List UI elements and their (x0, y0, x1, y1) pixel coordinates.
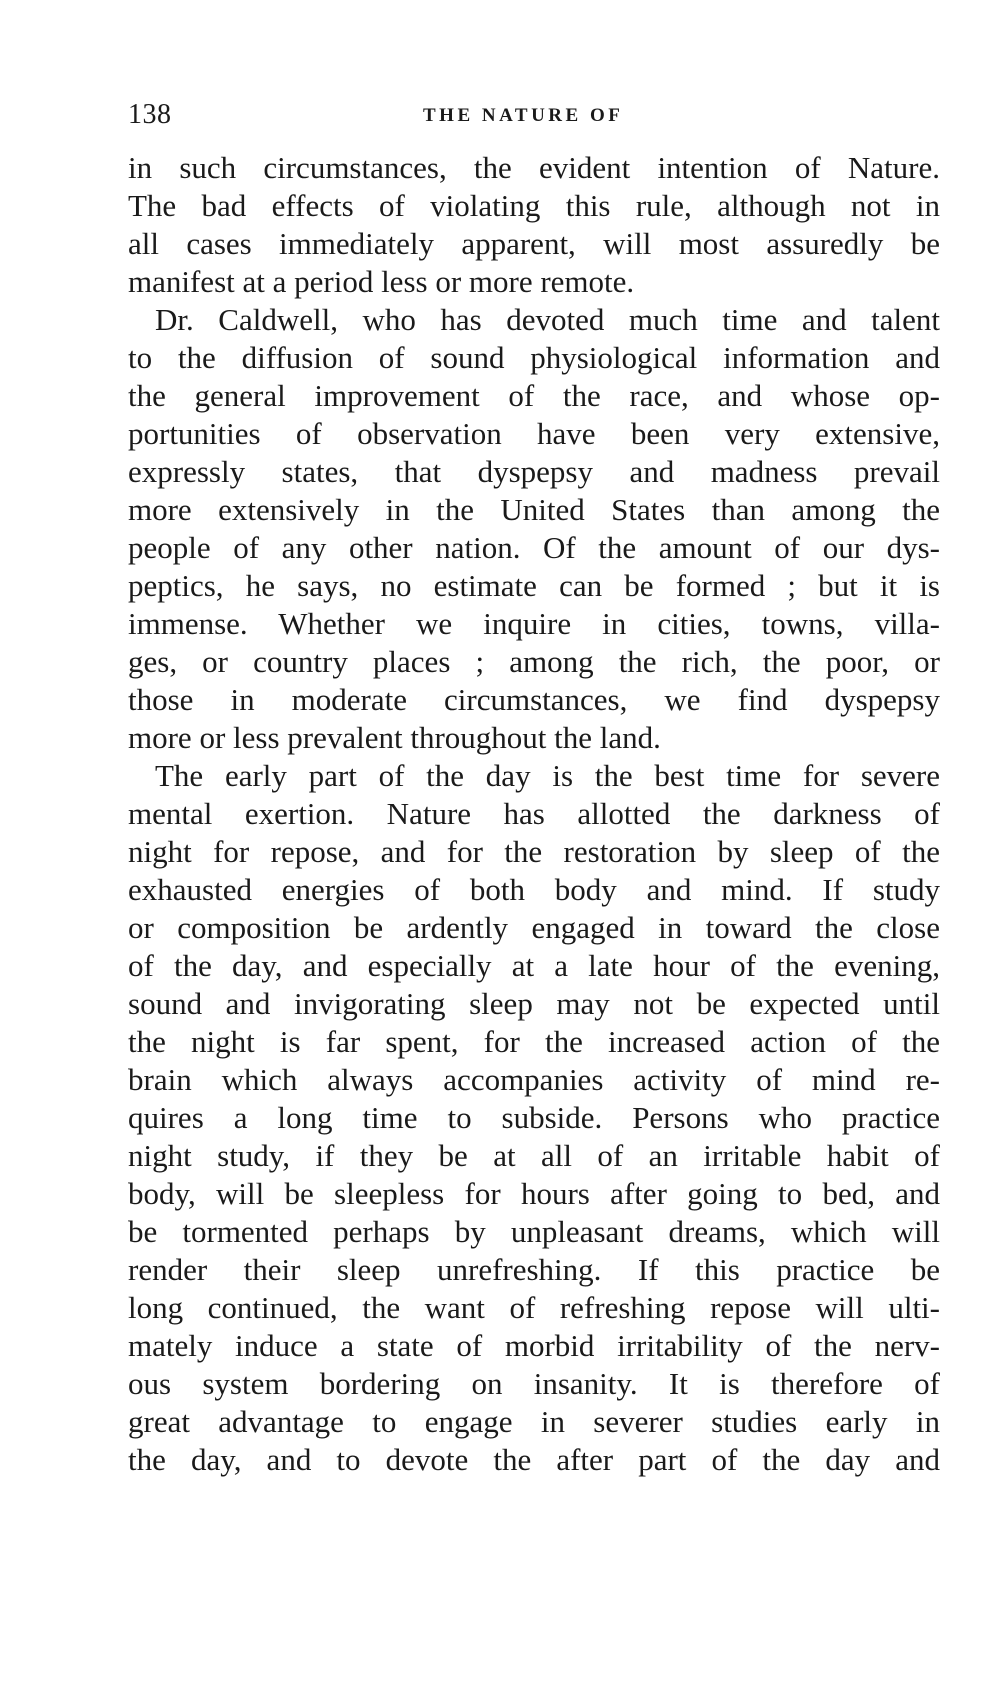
text-line: of the day, and especially at a late hour of the evening, (128, 948, 940, 983)
text-line: great advantage to engage in severer studies early in (128, 1404, 940, 1439)
text-line: exhausted energies of both body and mind. If study (128, 872, 940, 907)
text-line: expressly states, that dyspepsy and madness prevail (128, 454, 940, 489)
text-line: mental exertion. Nature has allotted the darkness of (128, 796, 940, 831)
text-line: those in moderate circumstances, we find dyspepsy (128, 682, 940, 717)
text-line: manifest at a period less or more remote. (128, 264, 635, 299)
page-number: 138 (128, 99, 172, 130)
text-line: be tormented perhaps by unpleasant dreams, which will (128, 1214, 940, 1249)
text-line: peptics, he says, no estimate can be formed ; but it is (128, 568, 940, 603)
text-line: body, will be sleepless for hours after going to bed, and (128, 1176, 940, 1211)
text-line: brain which always accompanies activity of mind re- (128, 1062, 940, 1097)
text-line: night for repose, and for the restoration by sleep of the (128, 834, 940, 869)
text-line: night study, if they be at all of an irritable habit of (128, 1138, 940, 1173)
running-head (128, 98, 943, 138)
text-line: ous system bordering on insanity. It is therefore of (128, 1366, 940, 1401)
text-line: the night is far spent, for the increased action of the (128, 1024, 940, 1059)
text-line: more or less prevalent throughout the land. (128, 720, 661, 755)
text-line: The bad effects of violating this rule, although not in (128, 188, 940, 223)
text-line: immense. Whether we inquire in cities, towns, villa- (128, 606, 940, 641)
text-line: portunities of observation have been very extensive, (128, 416, 940, 451)
text-line: people of any other nation. Of the amount of our dys- (128, 530, 940, 565)
text-line: The early part of the day is the best time for severe (155, 758, 940, 793)
text-line: quires a long time to subside. Persons who practice (128, 1100, 940, 1135)
text-line: ges, or country places ; among the rich, the poor, or (128, 644, 940, 679)
text-line: Dr. Caldwell, who has devoted much time and talent (155, 302, 940, 337)
text-line: to the diffusion of sound physiological information and (128, 340, 940, 375)
running-title: THE NATURE OF (423, 105, 624, 126)
text-line: the day, and to devote the after part of the day and (128, 1442, 940, 1477)
text-line: render their sleep unrefreshing. If this practice be (128, 1252, 940, 1287)
text-line: or composition be ardently engaged in toward the close (128, 910, 940, 945)
text-line: more extensively in the United States than among the (128, 492, 940, 527)
body-text (128, 149, 940, 1479)
text-line: mately induce a state of morbid irritability of the nerv- (128, 1328, 940, 1363)
text-line: in such circumstances, the evident intention of Nature. (128, 150, 940, 185)
text-line: long continued, the want of refreshing repose will ulti- (128, 1290, 940, 1325)
text-line: sound and invigorating sleep may not be expected until (128, 986, 940, 1021)
text-line: all cases immediately apparent, will most assuredly be (128, 226, 940, 261)
text-line: the general improvement of the race, and whose op- (128, 378, 940, 413)
